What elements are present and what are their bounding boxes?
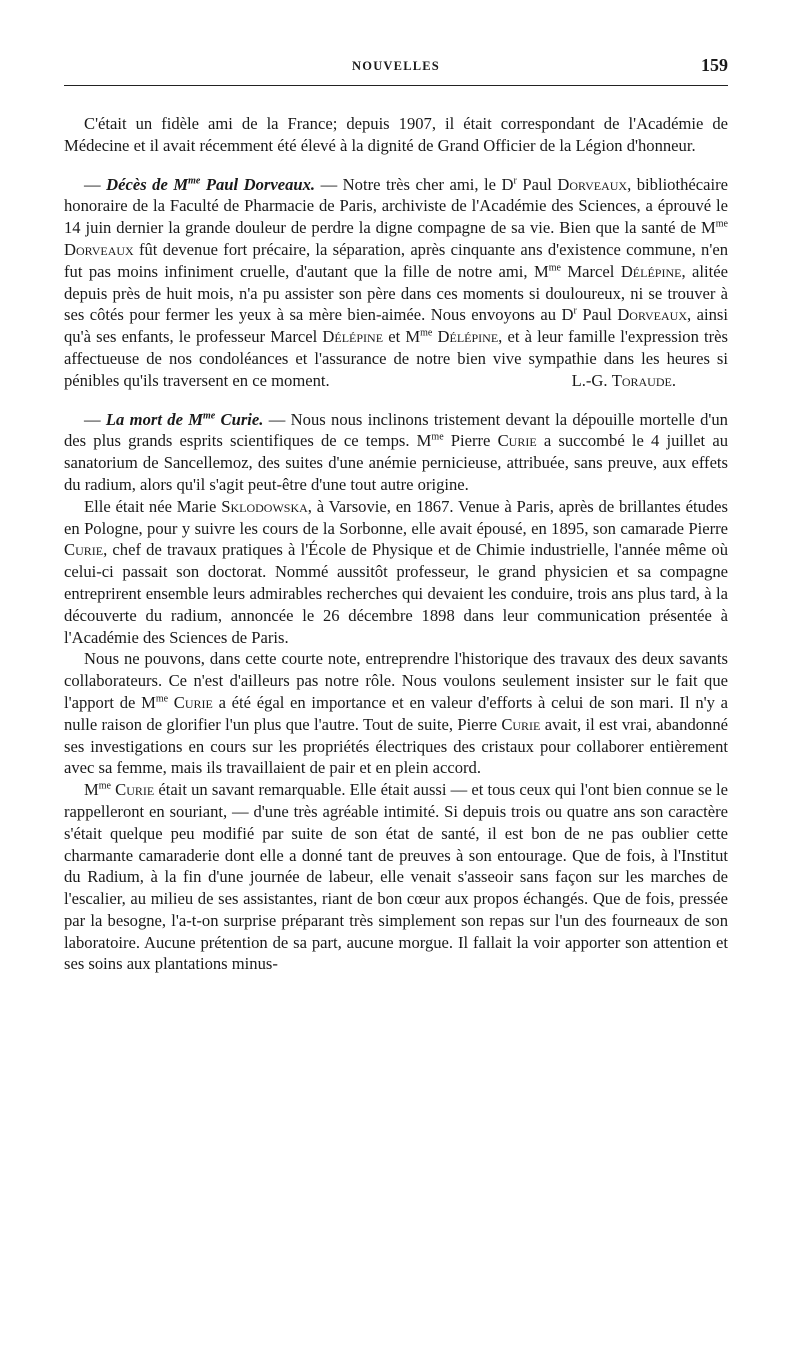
person-name: Curie [115, 780, 155, 800]
curie-notice-paragraph-2: Elle était née Marie Sklodowska, à Varsovie, en 1867. Venue à Paris, après de brillantes études en Pologne, pour y suivre les cours de la Sorbonne, elle avait épousé, en 1895, son camarade Pierre Curie, chef de travaux pratiques à l'École de Physique et de Chimie industrielle, l'année même où celui-ci passait son doctorat. Nommé aussitôt professeur, le grand physicien et sa compagne entreprirent ensemble leurs admirables recherches qui devaient les conduire, trois ans plus tard, à la découverte du radium, annoncée le 26 décembre 1898 dans leur communication présentée à l'Académie des Sciences de Paris. [64, 496, 728, 647]
person-name: Délépine [322, 327, 384, 347]
page-header [64, 55, 728, 86]
person-name: Dorveaux [557, 174, 628, 194]
person-name: Dorveaux [617, 305, 688, 325]
author-signature: L.-G. Toraude. [571, 370, 676, 390]
article-body [64, 113, 728, 975]
dorveaux-notice: — Décès de $M^{me}$ Paul Dorveaux. — Notre très cher ami, le $D^r$ Paul Dorveaux, bibliothécaire honoraire de la Faculté de Pharmacie de Paris, archiviste de l'Académie des Sciences, a éprouvé le 14 juin dernier la grande douleur de perdre la digne compagne de sa vie. Bien que la santé de $M^{me}$ Dorveaux fût devenue fort précaire, la séparation, après cinquante ans d'existence commune, n'en fut pas moins infiniment cruelle, d'autant que la fille de notre ami, $M^{me}$ Marcel Délépine, alitée depuis près de huit mois, n'a pu assister son père dans ces moments si douloureux, ni se trouver à ses côtés pour fermer les yeux à sa mère bien-aimée. Nous envoyons au $D^r$ Paul Dorveaux, ainsi qu'à ses enfants, le professeur Marcel Délépine et $M^{me}$ Délépine, et à leur famille l'expression très affectueuse de nos condoléances et l'assurance de notre bien vive sympathie dans les heures si pénibles qu'ils traversent en ce moment. L.-G. Toraude. [64, 174, 728, 390]
section-dash: — [84, 409, 106, 429]
person-name: Curie [501, 714, 541, 734]
person-name: Sklodowska [221, 496, 308, 516]
curie-notice-paragraph-3: Nous ne pouvons, dans cette courte note, entreprendre l'historique des travaux des deux savants collaborateurs. Ce n'est d'ailleurs pas notre rôle. Nous voulons seulement insister sur le fait que l'apport de $M^{me}$ Curie a été égal en importance et en valeur d'efforts à celui de son mari. Il n'y a nulle raison de glorifier l'un plus que l'autre. Tout de suite, Pierre Curie avait, il est vrai, abandonné ses investigations en cours sur les propriétés électriques des cristaux pour collaborer entièrement avec sa femme, mais ils travaillaient de pair et en plein accord. [64, 649, 728, 778]
running-title: NOUVELLES [352, 59, 440, 73]
curie-heading: La mort de $M^{me}$ Curie. [105, 409, 264, 429]
page-number: 159 [701, 55, 728, 75]
dorveaux-heading: Décès de $M^{me}$ Paul Dorveaux. [106, 174, 316, 194]
person-name: Curie [497, 431, 537, 451]
person-name: Délépine [437, 327, 499, 347]
person-name: Curie [64, 540, 104, 560]
intro-paragraph: C'était un fidèle ami de la France; depuis 1907, il était correspondant de l'Académie de Médecine et il avait récemment été élevé à la dignité de Grand Officier de la Légion d'honneur. [64, 114, 728, 155]
person-name: Curie [173, 692, 213, 712]
section-dash: — [84, 174, 107, 194]
person-name: Dorveaux [64, 239, 134, 259]
person-name: Délépine [620, 261, 682, 281]
curie-notice-paragraph-4: $M^{me}$ Curie était un savant remarquable. Elle était aussi — et tous ceux qui l'ont bien connue se le rappelleront en souriant, — d'une très agréable intimité. Si depuis trois ou quatre ans son caractère s'était quelque peu modifié par suite de son état de santé, il est bon de ne pas oublier cette charmante camaraderie dont elle a donné tant de preuves à son entourage. Que de fois, à l'Institut du Radium, à la fin d'une journée de labeur, elle venait s'asseoir sans façon sur les marches de l'escalier, au milieu de ses assistantes, riant de bon cœur aux propos échangés. Que de fois, pressée par la besogne, l'a-t-on surprise préparant très simplement son repas sur l'un des fourneaux de son laboratoire. Aucune prétention de sa part, aucune morgue. Il fallait la voir apporter son attention et ses soins aux plantations minus- [64, 780, 728, 974]
curie-notice-paragraph-1: — La mort de $M^{me}$ Curie. — Nous nous inclinons tristement devant la dépouille mortelle d'un des plus grands esprits scientifiques de ce temps. $M^{me}$ Pierre Curie a succombé le 4 juillet au sanatorium de Sancellemoz, des suites d'une anémie pernicieuse, attribuée, sans preuve, aux effets du radium, alors qu'il s'agit peut-être d'une tout autre origine. [64, 409, 728, 494]
